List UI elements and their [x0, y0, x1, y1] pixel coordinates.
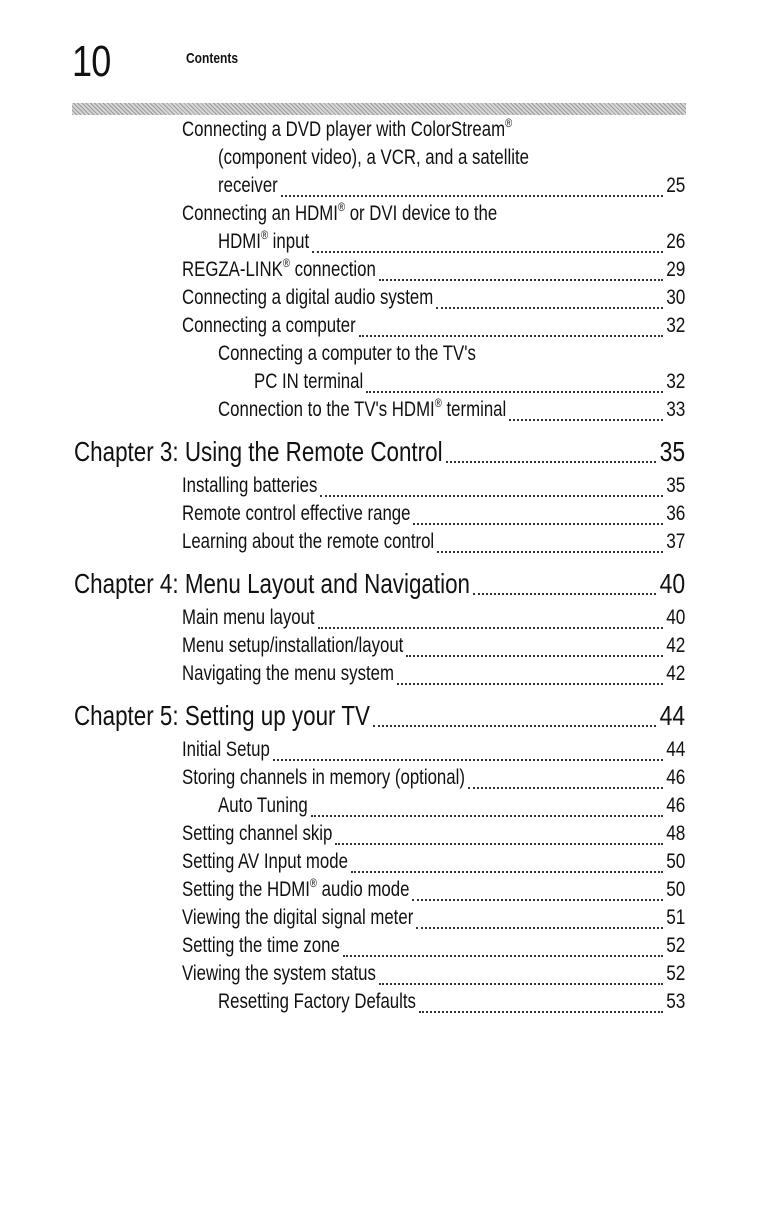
- toc-dot-leader: [473, 568, 656, 595]
- toc-dot-leader: [312, 230, 663, 253]
- toc-dot-leader: [359, 314, 663, 337]
- toc-page-number: 46: [665, 766, 685, 789]
- toc-page-number: 48: [665, 822, 685, 845]
- toc-entry-title: Auto Tuning: [218, 794, 308, 817]
- toc-dot-leader: [412, 878, 662, 901]
- toc-dot-leader: [413, 502, 662, 525]
- toc-entry-title: Resetting Factory Defaults: [218, 990, 416, 1013]
- toc-entry-title: Remote control effective range: [182, 502, 411, 525]
- toc-dot-leader: [318, 606, 663, 629]
- toc-page-number: 50: [665, 850, 685, 873]
- toc-dot-leader: [373, 700, 657, 727]
- toc-dot-leader: [436, 286, 663, 309]
- toc-entry-title: Installing batteries: [182, 474, 318, 497]
- toc-dot-leader: [366, 370, 663, 393]
- toc-entry-title: Viewing the digital signal meter: [182, 906, 414, 929]
- toc-entry-title: Setting channel skip: [182, 822, 333, 845]
- toc-page-number: 46: [665, 794, 685, 817]
- toc-entry-title: HDMI® input: [218, 228, 310, 253]
- toc-entry-title: Initial Setup: [182, 738, 270, 761]
- toc-entry-title: REGZA-LINK® connection: [182, 256, 376, 281]
- toc-dot-leader: [406, 634, 663, 657]
- toc-chapter-title: Chapter 3: Using the Remote Control: [74, 436, 443, 467]
- toc-entry-title: Viewing the system status: [182, 962, 376, 985]
- toc-entry-title: receiver: [218, 174, 278, 197]
- toc-page-number: 42: [665, 634, 685, 657]
- toc-dot-leader: [419, 990, 663, 1013]
- toc-page-number: 29: [665, 258, 685, 281]
- toc-entry-title: Navigating the menu system: [182, 662, 394, 685]
- toc-page-number: 32: [665, 314, 685, 337]
- toc-dot-leader: [437, 530, 663, 553]
- toc-page-number: 35: [659, 436, 685, 467]
- toc-dot-leader: [446, 436, 657, 463]
- toc-page-number: 25: [665, 174, 685, 197]
- toc-entry-title: PC IN terminal: [254, 370, 364, 393]
- toc-page-number: 33: [665, 398, 685, 421]
- toc-dot-leader: [416, 906, 663, 929]
- toc-dot-leader: [281, 174, 663, 197]
- toc-dot-leader: [379, 962, 663, 985]
- toc-page-number: 37: [665, 530, 685, 553]
- toc-page-number: 51: [665, 906, 685, 929]
- toc-chapter-title: Chapter 4: Menu Layout and Navigation: [74, 568, 470, 599]
- toc-dot-leader: [351, 850, 663, 873]
- toc-dot-leader: [273, 738, 663, 761]
- toc-entry-title: (component video), a VCR, and a satellite: [218, 146, 529, 169]
- toc-entry-title: Connection to the TV's HDMI® terminal: [218, 396, 507, 421]
- toc-dot-leader: [335, 822, 662, 845]
- page-number: 10: [72, 37, 111, 86]
- toc-page-number: 52: [665, 962, 685, 985]
- header-rule: [72, 103, 686, 115]
- toc-dot-leader: [311, 794, 663, 817]
- toc-entry-title: Connecting a computer: [182, 314, 356, 337]
- toc-entry-title: Main menu layout: [182, 606, 315, 629]
- toc-entry-title: Menu setup/installation/layout: [182, 634, 404, 657]
- toc-dot-leader: [509, 398, 663, 421]
- toc-page-number: 44: [659, 700, 685, 731]
- toc-entry-title: Setting the HDMI® audio mode: [182, 876, 410, 901]
- toc-page-number: 53: [665, 990, 685, 1013]
- toc-entry-title: Setting the time zone: [182, 934, 340, 957]
- running-head: Contents: [186, 50, 238, 67]
- toc-page-number: 50: [665, 878, 685, 901]
- toc-page-number: 40: [659, 568, 685, 599]
- toc-page-number: 42: [665, 662, 685, 685]
- toc-entry-title: Storing channels in memory (optional): [182, 766, 465, 789]
- toc-page-number: 30: [665, 286, 685, 309]
- toc-chapter-title: Chapter 5: Setting up your TV: [74, 700, 370, 731]
- toc-page-number: 35: [665, 474, 685, 497]
- toc-page-number: 44: [665, 738, 685, 761]
- toc-dot-leader: [343, 934, 663, 957]
- toc-page-number: 40: [665, 606, 685, 629]
- toc-dot-leader: [397, 662, 663, 685]
- toc-dot-leader: [468, 766, 663, 789]
- toc-entry-title: Setting AV Input mode: [182, 850, 348, 873]
- toc-page-number: 52: [665, 934, 685, 957]
- toc-entry-title: Connecting an HDMI® or DVI device to the: [182, 200, 498, 225]
- toc-entry-title: Learning about the remote control: [182, 530, 435, 553]
- toc-page-number: 26: [665, 230, 685, 253]
- toc-dot-leader: [379, 258, 663, 281]
- toc-page-number: 36: [665, 502, 685, 525]
- toc-entry-title: Connecting a digital audio system: [182, 286, 434, 309]
- toc-entry-title: Connecting a DVD player with ColorStream®: [182, 116, 513, 141]
- toc-page-number: 32: [665, 370, 685, 393]
- toc-dot-leader: [320, 474, 662, 497]
- toc-entry-title: Connecting a computer to the TV's: [218, 342, 476, 365]
